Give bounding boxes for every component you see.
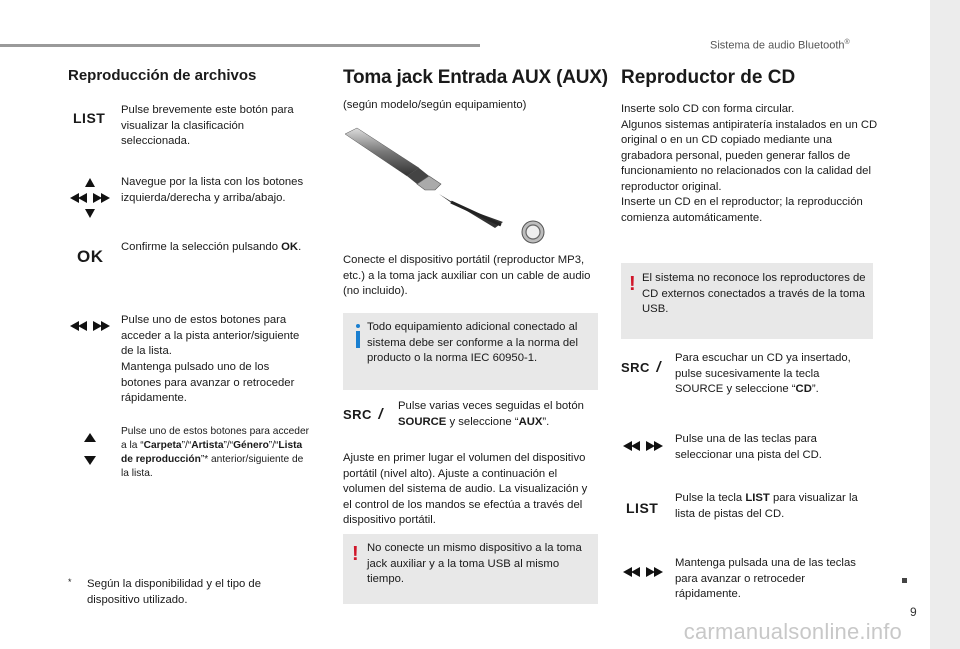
nav-instruction: Navegue por la lista con los botones izquierda/derecha y arriba/abajo.	[121, 176, 304, 204]
src-slash-glyph: /	[378, 406, 383, 423]
cd-hold-instruction: Mantenga pulsada una de las teclas para avanzar o retroceder rápidamente.	[675, 557, 856, 600]
skip-instruction-2: Mantenga pulsado uno de los botones para avanzar o retroceder rápidamente.	[121, 361, 295, 404]
updown-genre: Género	[233, 440, 269, 451]
warning-icon: !	[629, 273, 636, 295]
cd-warning-box	[621, 263, 873, 339]
src-slash-glyph: /	[656, 359, 661, 376]
updown-folder: Carpeta	[143, 440, 182, 451]
updown-sep-3: ”/“	[268, 440, 279, 451]
list-button-icon: LIST	[73, 110, 106, 126]
aux-keyword: AUX	[518, 415, 543, 428]
section-title-aux-jack: Toma jack Entrada AUX (AUX)	[343, 67, 608, 88]
cd-list-text-c: para visualizar la lista de pistas del CD.	[675, 492, 858, 520]
list-keyword: LIST	[745, 492, 770, 504]
updown-instruction	[121, 425, 311, 481]
volume-adjust-text: Ajuste en primer lugar el volumen del dispositivo portátil (nivel alto). Ajuste a continuación el volumen del sistema de audio. La visualización y el control de los mandos se efectúa a través del dispositivo portátil.	[343, 452, 588, 526]
page-marker-dot	[902, 578, 907, 583]
aux-subtitle: (según modelo/según equipamiento)	[343, 99, 527, 111]
header-rule	[0, 44, 480, 47]
updown-text-a: Pulse uno de estos botones para acceder a la “	[121, 426, 310, 451]
warning-note-box	[343, 534, 598, 604]
up-down-arrows-icon	[82, 432, 98, 466]
cd-list-instruction	[675, 491, 875, 522]
cd-intro-text: Inserte solo CD con forma circular. Algunos sistemas antipiratería instalados en un CD original o en un CD copiado mediante una grabadora personal, pueden generar fallos de funcionamiento no relacionados con la calidad del reproductor original. Inserte un CD en el reproductor; la reproducción comienza automáticamente.	[621, 103, 878, 224]
updown-sep-1: ”/“	[181, 440, 192, 451]
section-title-cd-player: Reproductor de CD	[621, 67, 796, 88]
warning-icon: !	[352, 543, 359, 565]
cd-src-text-a: Para escuchar un CD ya insertado, pulse sucesivamente la tecla SOURCE y seleccione “	[675, 352, 851, 395]
src-button-icon	[621, 359, 667, 379]
skip-instruction-1: Pulse uno de estos botones para acceder a la pista anterior/siguiente de la lista.	[121, 314, 300, 357]
ok-text-end: .	[298, 241, 302, 253]
skip-buttons-icon	[621, 438, 665, 454]
cd-warning-text: El sistema no reconoce los reproductores de CD externos conectados a través de la toma USB.	[642, 272, 866, 315]
page-number: 9	[910, 605, 917, 619]
src-aux-text-a: Pulse varias veces seguidas el botón	[398, 400, 584, 412]
registered-mark: ®	[844, 39, 850, 46]
skip-buttons-icon	[68, 318, 112, 334]
warning-note-text: No conecte un mismo dispositivo a la toma jack auxiliar y a la toma USB al mismo tiempo.	[367, 542, 582, 585]
src-label: SRC	[343, 407, 372, 422]
page-side-margin	[930, 0, 960, 649]
updown-playlist: Lista de reproducción	[121, 440, 303, 465]
info-note-box	[343, 313, 598, 390]
running-header-text: Sistema de audio Bluetooth	[710, 39, 845, 52]
updown-artist: Artista	[191, 440, 224, 451]
cd-keyword: CD	[795, 383, 812, 395]
watermark: carmanualsonline.info	[683, 619, 902, 644]
info-icon	[356, 331, 360, 348]
jack-plug-illustration	[343, 126, 553, 244]
ok-text: Confirme la selección pulsando	[121, 241, 282, 253]
footnote-text: Según la disponibilidad y el tipo de dispositivo utilizado.	[87, 578, 261, 606]
src-label: SRC	[621, 360, 650, 375]
skip-buttons-icon	[621, 564, 665, 580]
ok-button-icon: OK	[77, 247, 104, 266]
info-note-text: Todo equipamiento adicional conectado al sistema debe ser conforme a la norma del producto o la norma IEC 60950-1.	[367, 321, 578, 364]
four-arrow-nav-icon	[68, 176, 112, 220]
src-button-icon	[343, 406, 387, 426]
section-title-file-playback: Reproducción de archivos	[68, 67, 257, 84]
source-keyword: SOURCE	[398, 415, 447, 428]
src-aux-text-e: ”.	[542, 415, 550, 428]
updown-sep-2: ”/“	[223, 440, 234, 451]
updown-text-c: ”* anterior/siguiente de la lista.	[121, 454, 304, 479]
cd-list-text-a: Pulse la tecla	[675, 492, 746, 504]
cd-src-instruction	[675, 351, 870, 398]
src-aux-instruction	[398, 399, 598, 430]
running-header	[710, 39, 850, 52]
cd-skip-instruction: Pulse una de las teclas para seleccionar una pista del CD.	[675, 433, 822, 461]
ok-instruction	[121, 240, 306, 256]
cd-src-text-c: ”.	[811, 383, 819, 395]
src-aux-text-c: y seleccione “	[446, 415, 519, 428]
ok-text-bold: OK	[281, 241, 299, 253]
footnote-mark: *	[68, 577, 72, 587]
aux-connect-text: Conecte el dispositivo portátil (reproductor MP3, etc.) a la toma jack auxiliar con un cable de audio (no incluido).	[343, 254, 591, 297]
list-instruction: Pulse brevemente este botón para visualizar la clasificación seleccionada.	[121, 104, 294, 147]
list-button-icon: LIST	[626, 500, 659, 516]
